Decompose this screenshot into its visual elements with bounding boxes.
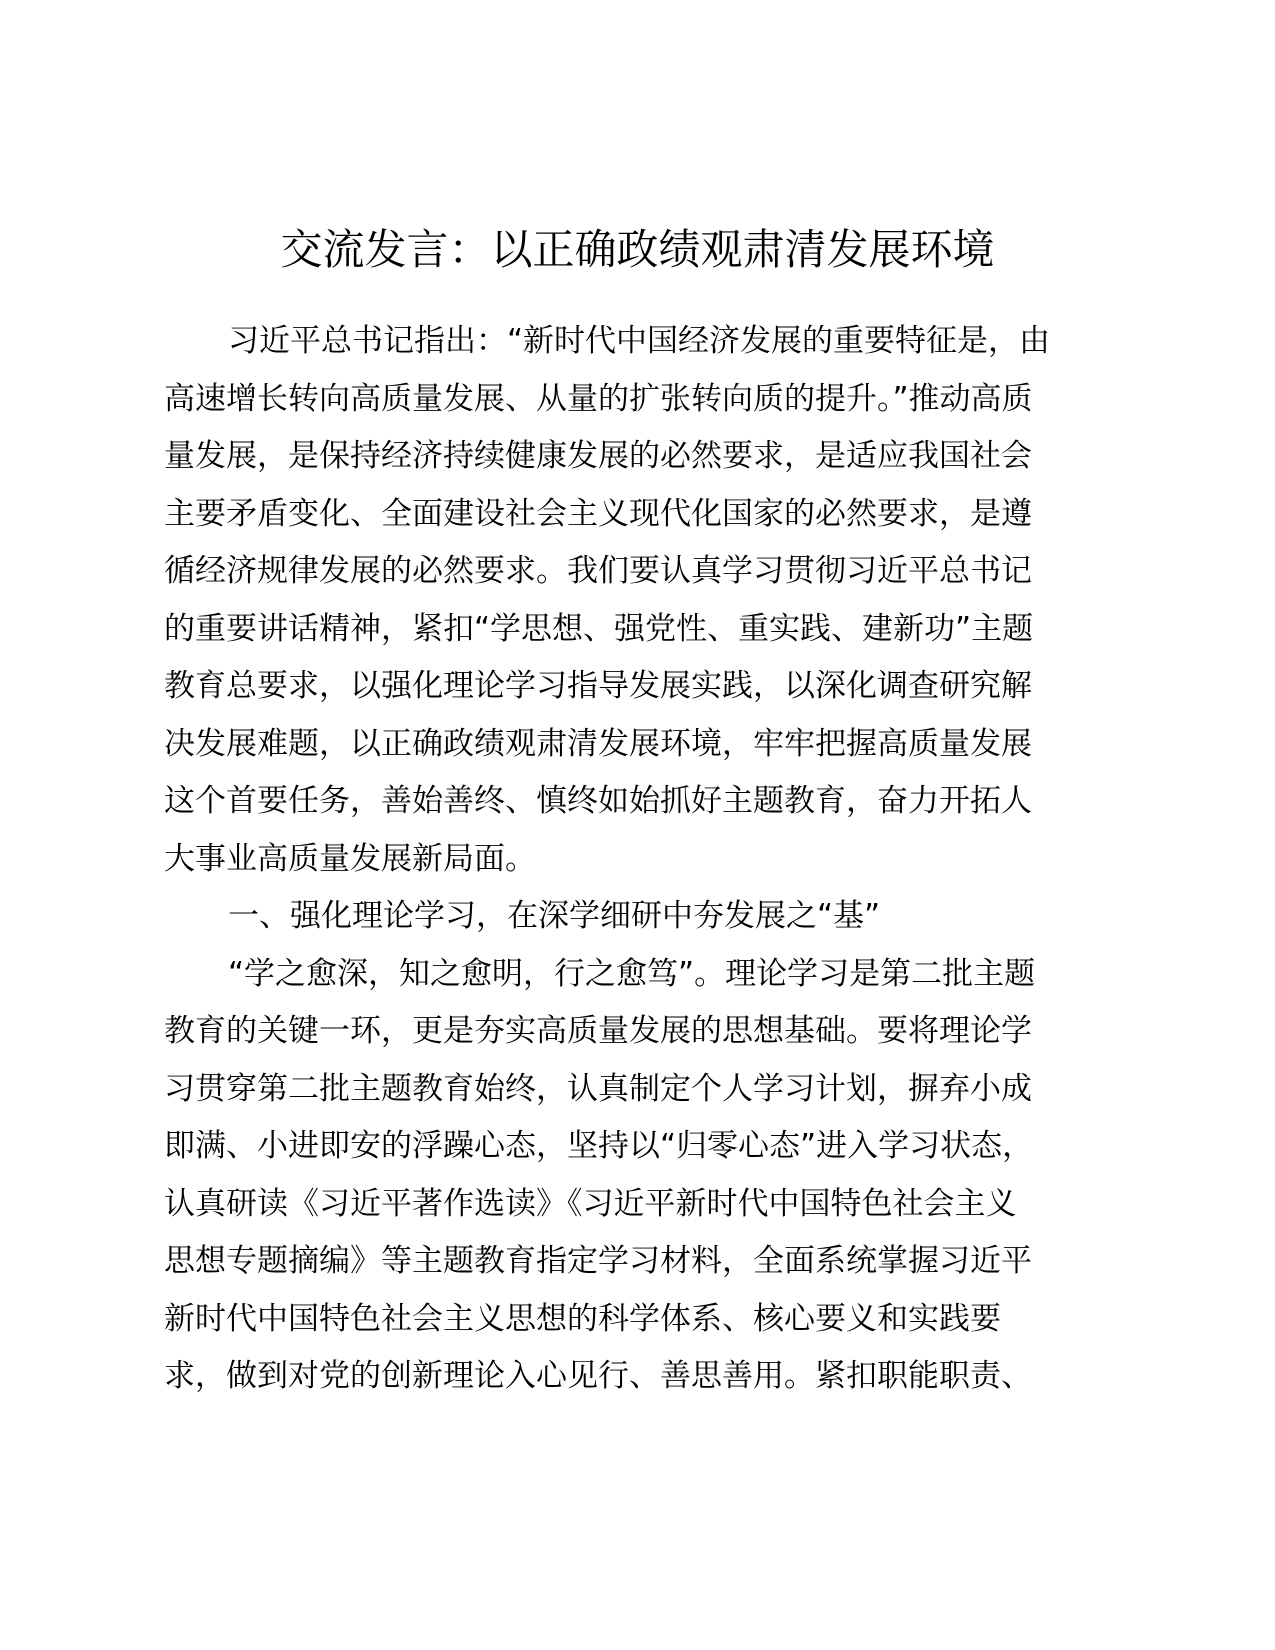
- paragraph-1-line-10: 大事业高质量发展新局面。: [164, 840, 536, 877]
- paragraph-2-line-3: 习贯穿第二批主题教育始终，认真制定个人学习计划，摒弃小成: [164, 1070, 1032, 1107]
- section-heading-1: 一、强化理论学习，在深学细研中夯发展之“基”: [228, 898, 881, 934]
- document-title: 交流发言：以正确政绩观肃清发展环境: [280, 225, 995, 274]
- paragraph-2-line-6: 思想专题摘编》等主题教育指定学习材料，全面系统掌握习近平: [164, 1243, 1032, 1279]
- paragraph-1-line-7: 教育总要求，以强化理论学习指导发展实践，以深化调查研究解: [164, 668, 1032, 704]
- paragraph-1-line-2: 高速增长转向高质量发展、从量的扩张转向质的提升。”推动高质: [164, 380, 1033, 417]
- paragraph-1-line-6: 的重要讲话精神，紧扣“学思想、强党性、重实践、建新功”主题: [164, 610, 1034, 647]
- paragraph-1-line-8: 决发展难题，以正确政绩观肃清发展环境，牢牢把握高质量发展: [164, 725, 1032, 762]
- paragraph-2-line-1: “学之愈深，知之愈明，行之愈笃”。理论学习是第二批主题: [228, 955, 1036, 992]
- paragraph-2-line-7: 新时代中国特色社会主义思想的科学体系、核心要义和实践要: [164, 1300, 1001, 1337]
- paragraph-1-line-3: 量发展，是保持经济持续健康发展的必然要求，是适应我国社会: [164, 438, 1032, 474]
- paragraph-2-line-8: 求，做到对党的创新理论入心见行、善思善用。紧扣职能职责、: [164, 1358, 1032, 1394]
- paragraph-1-line-9: 这个首要任务，善始善终、慎终如始抓好主题教育，奋力开拓人: [164, 783, 1032, 819]
- paragraph-1-line-4: 主要矛盾变化、全面建设社会主义现代化国家的必然要求，是遵: [164, 495, 1032, 532]
- paragraph-2-line-4: 即满、小进即安的浮躁心态，坚持以“归零心态”进入学习状态，: [164, 1128, 1034, 1164]
- document-body: [164, 313, 1114, 1406]
- paragraph-2-line-5: 认真研读《习近平著作选读》《习近平新时代中国特色社会主义: [164, 1185, 1017, 1222]
- paragraph-2-line-2: 教育的关键一环，更是夯实高质量发展的思想基础。要将理论学: [164, 1013, 1032, 1049]
- paragraph-1-line-1: 习近平总书记指出：“新时代中国经济发展的重要特征是，由: [228, 323, 1051, 359]
- paragraph-1-line-5: 循经济规律发展的必然要求。我们要认真学习贯彻习近平总书记: [164, 553, 1032, 589]
